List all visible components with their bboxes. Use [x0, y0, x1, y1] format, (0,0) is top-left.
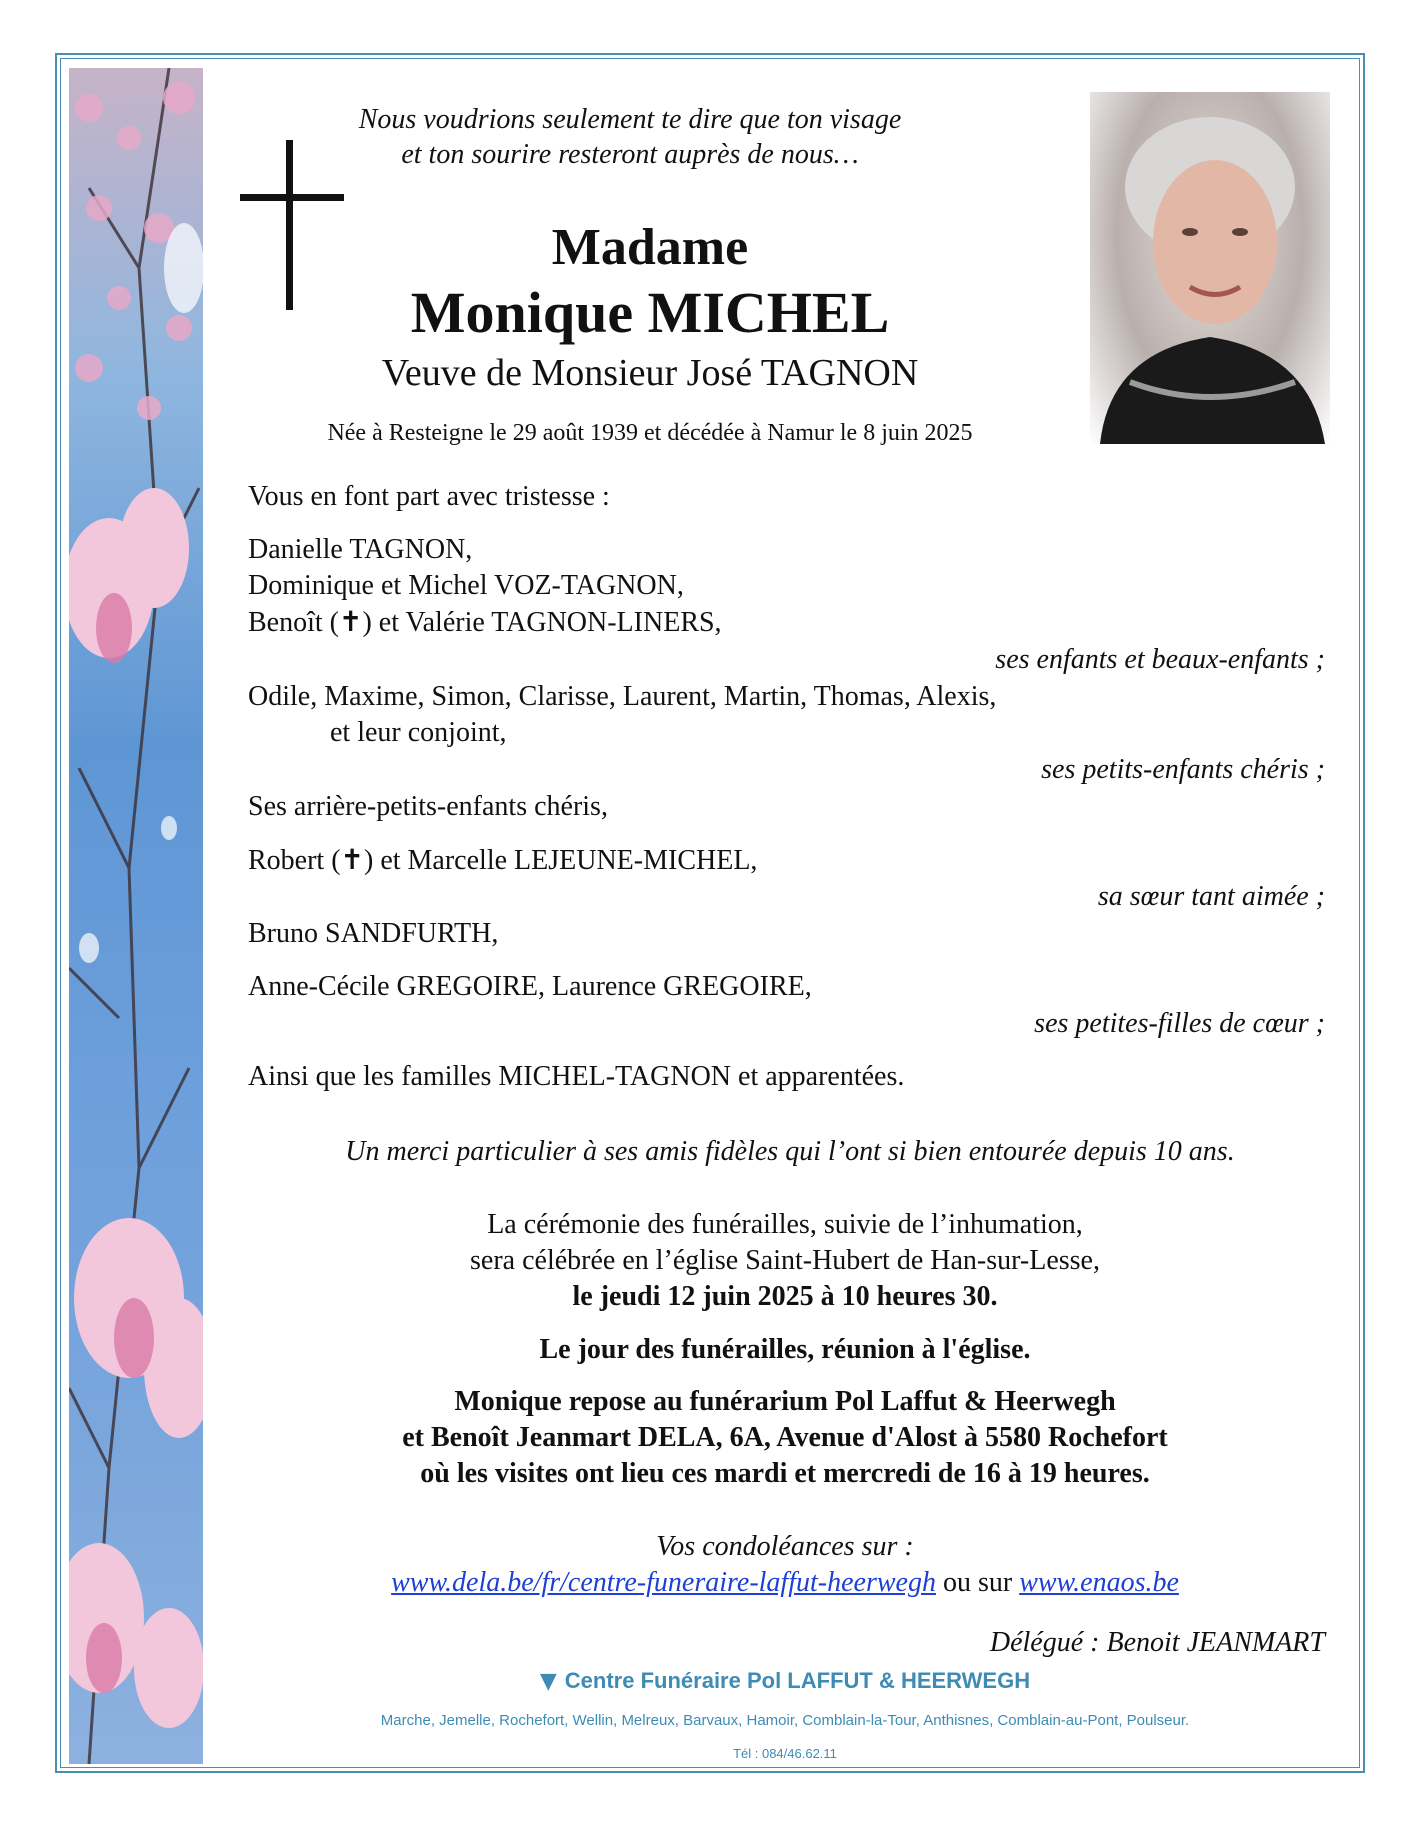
- children-line-3-start: Benoît (: [248, 607, 339, 638]
- portrait-photo: [1090, 92, 1330, 444]
- magnolia-flower-strip: [69, 68, 203, 1764]
- heart-line-2: Anne-Cécile GREGOIRE, Laurence GREGOIRE,: [248, 971, 812, 1002]
- repose-line-3: où les visites ont lieu ces mardi et mercredi de 16 à 19 heures.: [420, 1458, 1150, 1489]
- children-line-1: Danielle TAGNON,: [248, 534, 473, 565]
- children-line-3: [248, 605, 722, 640]
- delegate-line: Délégué : Benoit JEANMART: [989, 1627, 1325, 1658]
- footer-company-name: Centre Funéraire Pol LAFFUT & HEERWEGH: [564, 1668, 1031, 1693]
- dela-link[interactable]: www.dela.be/fr/centre-funeraire-laffut-heerwegh: [391, 1567, 936, 1598]
- quote-line-1: Nous voudrions seulement te dire que ton visage: [358, 104, 902, 135]
- title-madame: Madame: [551, 219, 749, 276]
- deceased-name: Monique MICHEL: [410, 280, 890, 345]
- repose-line-1: Monique repose au funérarium Pol Laffut & Heerwegh: [454, 1386, 1116, 1417]
- sister-line-start: Robert (: [248, 845, 341, 876]
- grandchildren-caption: ses petits-enfants chéris ;: [1041, 754, 1325, 785]
- footer-phone: Tél : 084/46.62.11: [733, 1746, 837, 1761]
- ceremony-date: le jeudi 12 juin 2025 à 10 heures 30.: [572, 1281, 998, 1312]
- quote-line-2: et ton sourire resteront auprès de nous…: [401, 139, 859, 170]
- link-separator: ou sur: [935, 1567, 1020, 1598]
- grandchildren-line-1: Odile, Maxime, Simon, Clarisse, Laurent, Martin, Thomas, Alexis,: [248, 681, 997, 712]
- intro-line: Vous en font part avec tristesse :: [248, 481, 610, 512]
- children-line-3-end: ) et Valérie TAGNON-LINERS,: [362, 607, 722, 638]
- children-caption: ses enfants et beaux-enfants ;: [995, 644, 1325, 675]
- cross-symbol-icon: ✝: [339, 605, 363, 638]
- meeting-line: Le jour des funérailles, réunion à l'église.: [539, 1334, 1031, 1365]
- children-line-2: Dominique et Michel VOZ-TAGNON,: [248, 570, 684, 601]
- ceremony-line-2: sera célébrée en l’église Saint-Hubert de Han-sur-Lesse,: [470, 1245, 1100, 1276]
- heart-line-1: Bruno SANDFURTH,: [248, 918, 499, 949]
- enaos-link[interactable]: www.enaos.be: [1019, 1567, 1179, 1598]
- repose-line-2: et Benoît Jeanmart DELA, 6A, Avenue d'Alost à 5580 Rochefort: [402, 1422, 1168, 1453]
- great-grandchildren-line: Ses arrière-petits-enfants chéris,: [248, 791, 608, 822]
- triangle-down-icon: ▼: [539, 1669, 557, 1694]
- heart-caption: ses petites-filles de cœur ;: [1034, 1008, 1325, 1039]
- grandchildren-line-2: et leur conjoint,: [330, 717, 507, 748]
- families-line: Ainsi que les familles MICHEL-TAGNON et apparentées.: [248, 1061, 905, 1092]
- thanks-line: Un merci particulier à ses amis fidèles qui l’ont si bien entourée depuis 10 ans.: [345, 1136, 1235, 1167]
- ceremony-line-1: La cérémonie des funérailles, suivie de l’inhumation,: [487, 1209, 1083, 1240]
- sister-line: [248, 843, 757, 878]
- sister-line-end: ) et Marcelle LEJEUNE-MICHEL,: [364, 845, 758, 876]
- condolences-label: Vos condoléances sur :: [656, 1531, 914, 1562]
- footer-locations: Marche, Jemelle, Rochefort, Wellin, Melreux, Barvaux, Hamoir, Comblain-la-Tour, Anthisnes, Comblain-au-Pont, Poulseur.: [380, 1712, 1190, 1729]
- condolences-links: [260, 1566, 1310, 1600]
- spouse-line: Veuve de Monsieur José TAGNON: [381, 352, 919, 394]
- birth-death-dates: Née à Resteigne le 29 août 1939 et décédée à Namur le 8 juin 2025: [327, 420, 973, 446]
- sister-caption: sa sœur tant aimée ;: [1097, 881, 1325, 912]
- footer-company: [300, 1667, 1270, 1696]
- cross-symbol-icon: ✝: [340, 843, 364, 876]
